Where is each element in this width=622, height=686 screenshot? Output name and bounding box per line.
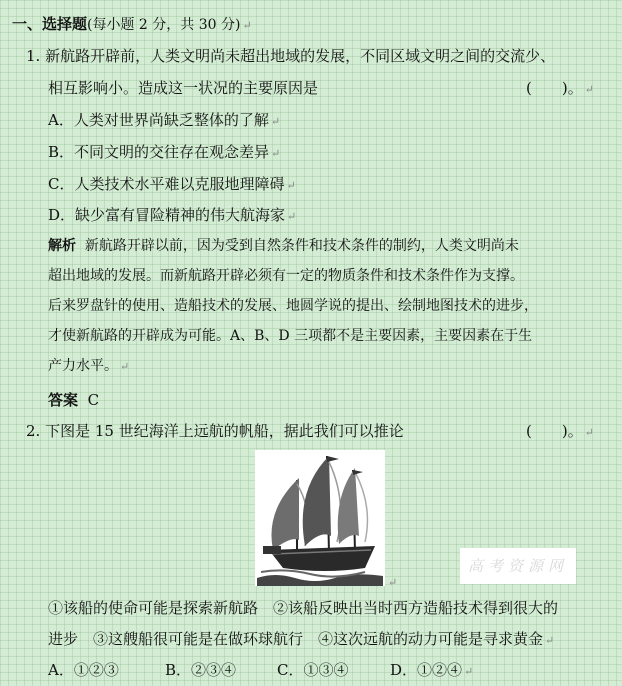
answer-value: C xyxy=(87,391,100,409)
q1-answer-paren: ( )。 ↵ xyxy=(526,79,594,97)
q2-line xyxy=(26,421,404,441)
sailing-ship-figure xyxy=(255,450,385,586)
figure-paragraph-mark: ↵ xyxy=(388,576,398,589)
q2-option-d: D．①②④ ↵ xyxy=(390,661,474,679)
q2-number: 2. xyxy=(26,422,41,440)
q1-option-b: B．不同文明的交往存在观念差异 ↵ xyxy=(48,143,281,161)
q1-option-c: C．人类技术水平难以克服地理障碍 ↵ xyxy=(48,175,296,193)
sailing-ship-icon xyxy=(255,450,385,586)
section-heading xyxy=(12,14,252,36)
q2-option-c: C．①③④ xyxy=(277,661,349,679)
q1-option-d: D．缺少富有冒险精神的伟大航海家 ↵ xyxy=(48,206,297,224)
q1-analysis-line2: 超出地域的发展。而新航路开辟必须有一定的物质条件和技术条件作为支撑。 xyxy=(48,268,524,284)
q1-text-line2: 相互影响小。造成这一状况的主要原因是 xyxy=(48,79,319,97)
q2-statements-line2: 进步 ③这艘船很可能是在做环球航行 ④这次远航的动力可能是寻求黄金 ↵ xyxy=(48,630,555,648)
answer-label: 答案 xyxy=(48,391,79,409)
q1-analysis-line3: 后来罗盘针的使用、造船技术的发展、地圆学说的提出、绘制地图技术的进步， xyxy=(48,298,538,314)
q2-option-b: B．②③④ xyxy=(165,661,237,679)
q2-option-a: A．①②③ xyxy=(48,661,119,679)
q2-answer-paren: ( )。 ↵ xyxy=(526,422,594,440)
q1-analysis-line4: 才使新航路的开辟成为可能。A、B、D 三项都不是主要因素，主要因素在于生 xyxy=(48,328,533,344)
analysis-label: 解析 xyxy=(48,238,76,254)
q1-analysis-line1: 解析 新航路开辟以前，因为受到自然条件和技术条件的制约，人类文明尚未 xyxy=(48,238,519,254)
section-title: 一、选择题 xyxy=(12,15,88,33)
q1-answer xyxy=(48,390,99,410)
q1-line1 xyxy=(26,46,555,66)
q2-text: 下图是 15 世纪海洋上远航的帆船，据此我们可以推论 xyxy=(45,422,404,440)
q1-line2 xyxy=(48,78,318,98)
q1-analysis-line5: 产力水平。 ↵ xyxy=(48,358,130,374)
q1-text-line1: 新航路开辟前，人类文明尚未超出地域的发展，不同区域文明之间的交流少、 xyxy=(45,47,556,65)
watermark-stamp: 高考资源网 xyxy=(460,548,576,584)
paragraph-mark: ↵ xyxy=(242,19,252,32)
q1-option-a: A．人类对世界尚缺乏整体的了解 ↵ xyxy=(48,111,281,129)
q1-number: 1. xyxy=(26,47,41,65)
section-note: (每小题 2 分，共 30 分) xyxy=(87,17,241,33)
q2-statements-line1: ①该船的使命可能是探索新航路 ②该船反映出当时西方造船技术得到很大的 xyxy=(48,599,559,617)
